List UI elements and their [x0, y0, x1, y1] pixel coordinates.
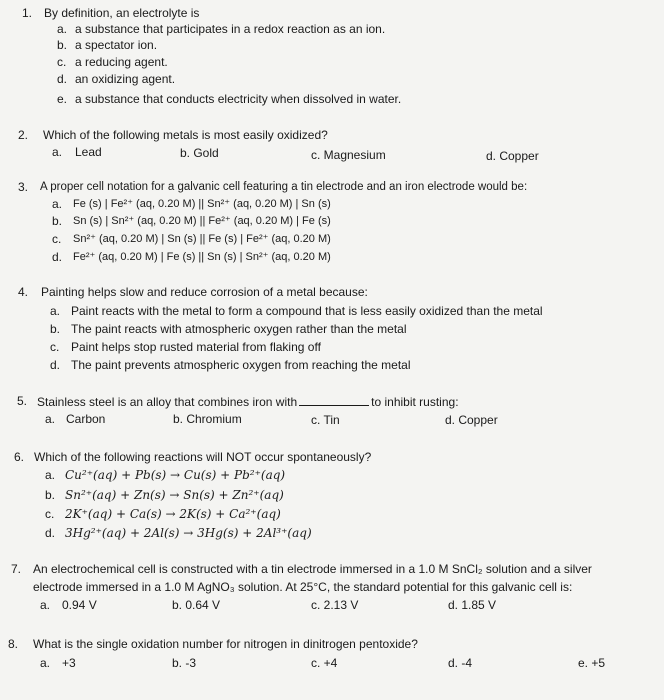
q2-option-d: d. Copper [486, 149, 539, 163]
q3-option-c-letter: c. [52, 232, 62, 246]
q5-text-after: to inhibit rusting: [371, 395, 459, 409]
q1-option-e: a substance that conducts electricity when dissolved in water. [75, 92, 402, 106]
q4-option-c-letter: c. [50, 340, 60, 354]
q2-number: 2. [18, 128, 29, 142]
q8-option-a: +3 [62, 656, 76, 670]
q6-number: 6. [14, 450, 25, 464]
q3-option-b: Sn (s) | Sn²⁺ (aq, 0.20 M) || Fe²⁺ (aq, 0.20 M) | Fe (s) [73, 215, 331, 227]
q3-option-c: Sn²⁺ (aq, 0.20 M) | Sn (s) || Fe (s) | Fe²⁺ (aq, 0.20 M) [73, 233, 331, 245]
q8-option-e: e. +5 [578, 656, 606, 670]
q5-blank [299, 394, 369, 406]
q8-number: 8. [8, 637, 19, 651]
q6-option-b-letter: b. [45, 488, 56, 502]
q4-number: 4. [18, 285, 29, 299]
q4-option-d-letter: d. [50, 358, 61, 372]
q1-option-c-letter: c. [57, 55, 67, 69]
q5-option-c: c. Tin [311, 413, 340, 427]
q1-option-b-letter: b. [57, 38, 68, 52]
q3-option-a-letter: a. [52, 197, 63, 211]
q6-option-c-letter: c. [45, 507, 55, 521]
q6-option-d-letter: d. [45, 526, 56, 540]
q5-number: 5. [17, 394, 28, 408]
q1-option-e-letter: e. [57, 92, 68, 106]
q3-option-a: Fe (s) | Fe²⁺ (aq, 0.20 M) || Sn²⁺ (aq, 0.20 M) | Sn (s) [73, 198, 331, 210]
q6-option-a: Cu²⁺(aq) + Pb(s) → Cu(s) + Pb²⁺(aq) [65, 468, 286, 482]
q4-option-a-letter: a. [50, 304, 61, 318]
q6-option-c: 2K⁺(aq) + Ca(s) → 2K(s) + Ca²⁺(aq) [65, 507, 281, 521]
q1-option-a: a substance that participates in a redox reaction as an ion. [75, 22, 386, 36]
q5-option-a: Carbon [66, 412, 106, 426]
q4-option-b-letter: b. [50, 322, 61, 336]
q8-option-b: b. -3 [172, 656, 197, 670]
q1-option-a-letter: a. [57, 22, 68, 36]
q2-option-a-letter: a. [52, 145, 63, 159]
q5-option-d: d. Copper [445, 413, 498, 427]
q5-option-a-letter: a. [45, 412, 56, 426]
q1-option-c: a reducing agent. [75, 55, 168, 69]
q8-option-a-letter: a. [40, 656, 51, 670]
q8-option-c: c. +4 [311, 656, 338, 670]
q5-text-before: Stainless steel is an alloy that combines iron with [37, 395, 298, 409]
q2-option-c: c. Magnesium [311, 148, 386, 162]
q7-option-d: d. 1.85 V [448, 598, 497, 612]
q1-option-d-letter: d. [57, 72, 68, 86]
q8-option-d: d. -4 [448, 656, 473, 670]
q6-option-a-letter: a. [45, 468, 56, 482]
q2-text: Which of the following metals is most easily oxidized? [43, 128, 328, 142]
q7-option-a-letter: a. [40, 598, 51, 612]
q3-option-d: Fe²⁺ (aq, 0.20 M) | Fe (s) || Sn (s) | Sn²⁺ (aq, 0.20 M) [73, 251, 331, 263]
q3-option-d-letter: d. [52, 250, 63, 264]
q4-option-a: Paint reacts with the metal to form a compound that is less easily oxidized than the metal [71, 304, 543, 318]
q2-option-a: Lead [75, 145, 102, 159]
q4-text: Painting helps slow and reduce corrosion of a metal because: [41, 285, 368, 299]
q7-option-b: b. 0.64 V [172, 598, 221, 612]
q7-number: 7. [11, 562, 22, 576]
q4-option-b: The paint reacts with atmospheric oxygen rather than the metal [71, 322, 407, 336]
q8-text: What is the single oxidation number for nitrogen in dinitrogen pentoxide? [33, 637, 418, 651]
q6-text: Which of the following reactions will NOT occur spontaneously? [34, 450, 372, 464]
q7-option-a: 0.94 V [62, 598, 97, 612]
q2-option-b: b. Gold [180, 146, 219, 160]
q7-option-c: c. 2.13 V [311, 598, 359, 612]
q1-option-b: a spectator ion. [75, 38, 158, 52]
q1-number: 1. [22, 6, 33, 20]
q3-text: A proper cell notation for a galvanic cell featuring a tin electrode and an iron electrode would be: [40, 181, 528, 193]
q7-line1: An electrochemical cell is constructed with a tin electrode immersed in a 1.0 M SnCl₂ solution and a silver [33, 562, 592, 576]
q3-number: 3. [18, 180, 29, 194]
q1-option-d: an oxidizing agent. [75, 72, 176, 86]
q6-option-b: Sn²⁺(aq) + Zn(s) → Sn(s) + Zn²⁺(aq) [65, 488, 284, 502]
q6-option-d: 3Hg²⁺(aq) + 2Al(s) → 3Hg(s) + 2Al³⁺(aq) [65, 526, 312, 540]
q4-option-c: Paint helps stop rusted material from flaking off [71, 340, 321, 354]
q3-option-b-letter: b. [52, 214, 63, 228]
q7-line2: electrode immersed in a 1.0 M AgNO₃ solution. At 25°C, the standard potential for this galvanic cell is: [33, 580, 573, 594]
q1-text: By definition, an electrolyte is [44, 6, 200, 20]
q5-text [37, 394, 459, 409]
q5-option-b: b. Chromium [173, 412, 242, 426]
q4-option-d: The paint prevents atmospheric oxygen from reaching the metal [71, 358, 411, 372]
